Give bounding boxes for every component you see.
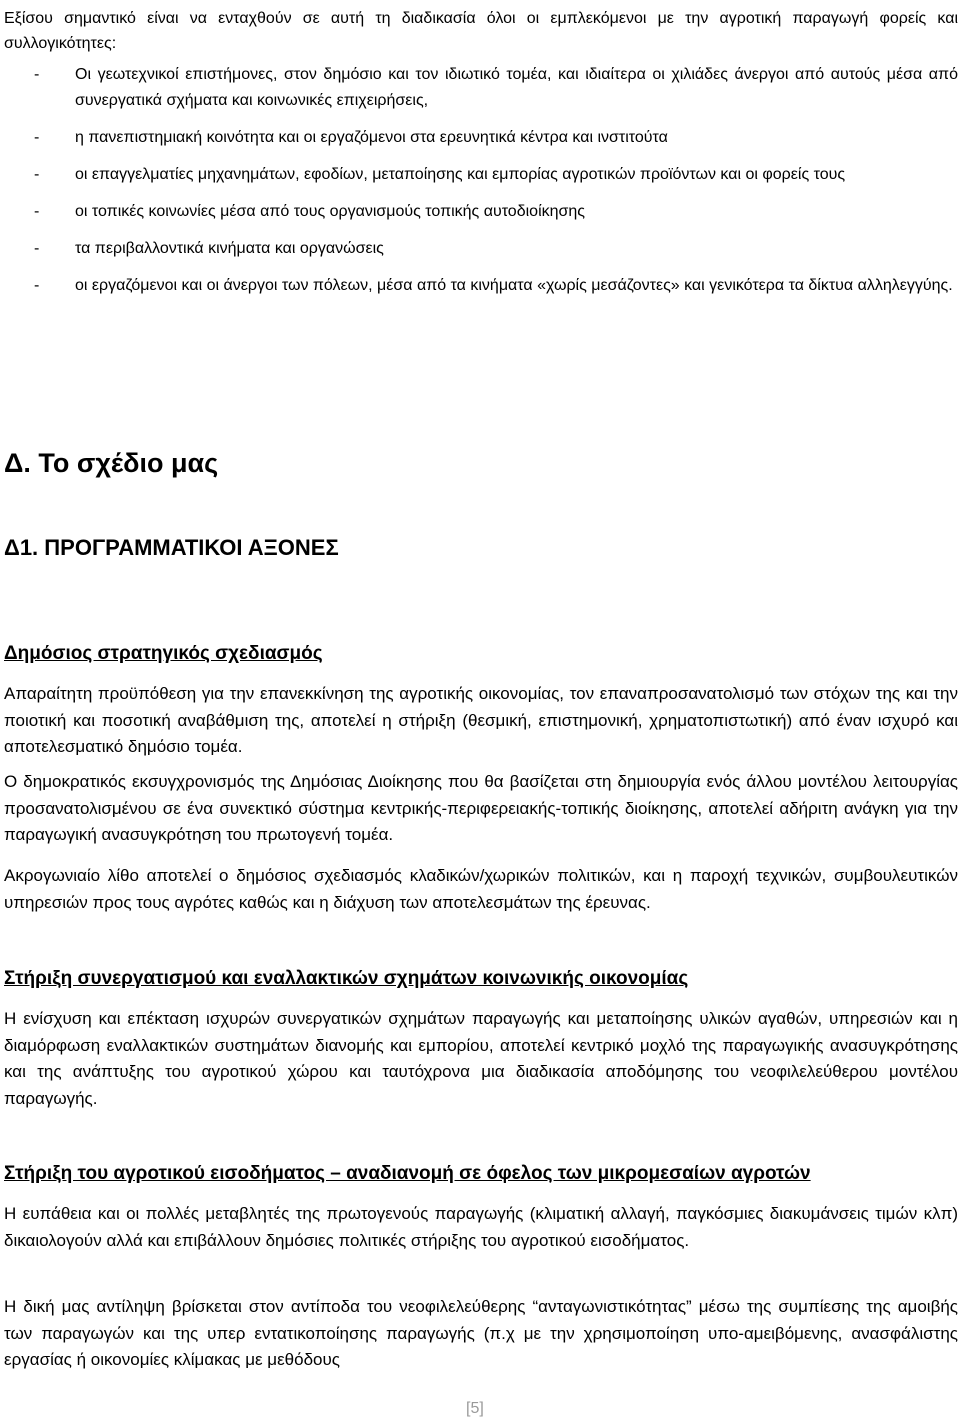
topic-heading-public-planning: Δημόσιος στρατηγικός σχεδιασμός (4, 643, 323, 664)
topic-heading-income: Στήριξη του αγροτικού εισοδήματος – αναδιανομή σε όφελος των μικρομεσαίων αγροτών (4, 1163, 811, 1184)
paragraph: Η ενίσχυση και επέκταση ισχυρών συνεργατικών σχημάτων παραγωγής και μεταποίησης υλικών αγαθών, υπηρεσιών και η διαμόρφωση εναλλακτικών συστημάτων διανομής και εμπορίου, αποτελεί κεντρικό μοχλό της παραγωγικής ανασυγκρότησης και της ανάπτυξης του αγροτικού χώρου και ταυτόχρονα μια διαδικασία αποδόμησης του νεοφιλελεύθερου μοντέλου παραγωγής. (4, 1009, 958, 1108)
subsection-heading: Δ1. ΠΡΟΓΡΑΜΜΑΤΙΚΟΙ ΑΞΟΝΕΣ (4, 535, 339, 560)
list-item (4, 273, 958, 299)
paragraph: Η ευπάθεια και οι πολλές μεταβλητές της πρωτογενούς παραγωγής (κλιματική αλλαγή, παγκόσμιες διακυμάνσεις τιμών κλπ) δικαιολογούν αλλά και επιβάλλουν δημόσιες πολιτικές στήριξης του αγροτικού εισοδήματος. (4, 1204, 958, 1250)
bullet-dash: - (34, 129, 40, 146)
list-item-text: τα περιβαλλοντικά κινήματα και οργανώσεις (75, 240, 384, 257)
bullet-dash: - (34, 203, 40, 220)
list-item (4, 162, 958, 188)
page-number: [5] (466, 1400, 484, 1417)
list-item (4, 125, 958, 151)
list-item (4, 236, 958, 262)
intro-paragraph: Εξίσου σημαντικό είναι να ενταχθούν σε αυτή τη διαδικασία όλοι οι εμπλεκόμενοι με την αγροτική παραγωγή φορείς και συλλογικότητες: (4, 10, 958, 52)
list-item-text: Οι γεωτεχνικοί επιστήμονες, στον δημόσιο και τον ιδιωτικό τομέα, και ιδιαίτερα οι χιλιάδες άνεργοι από αυτούς μέσα από συνεργατικά σχήματα και κοινωνικές επιχειρήσεις, (75, 66, 958, 109)
topic-heading-cooperatives: Στήριξη συνεργατισμού και εναλλακτικών σχημάτων κοινωνικής οικονομίας (4, 968, 689, 989)
stakeholder-list (4, 62, 958, 310)
paragraph: Ο δημοκρατικός εκσυγχρονισμός της Δημόσιας Διοίκησης που θα βασίζεται στη δημιουργία ενός άλλου μοντέλου λειτουργίας προσανατολισμένου σε ένα συνεκτικό σύστημα κεντρικής-περιφερειακής-τοπικής διοίκησης, αποτελεί αδήριτη ανάγκη για την παραγωγική ανασυγκρότηση του πρωτογενή τομέα. (4, 772, 958, 844)
list-item-text: οι εργαζόμενοι και οι άνεργοι των πόλεων, μέσα από τα κινήματα «χωρίς μεσάζοντες» και γενικότερα τα δίκτυα αλληλεγγύης. (75, 277, 953, 294)
list-item-text: οι επαγγελματίες μηχανημάτων, εφοδίων, μεταποίησης και εμπορίας αγροτικών προϊόντων και οι φορείς τους (75, 166, 846, 183)
paragraph: Η δική μας αντίληψη βρίσκεται στον αντίποδα του νεοφιλελεύθερης “ανταγωνιστικότητας” μέσω της συμπίεσης της αμοιβής των παραγωγών και της υπερ εντατικοποίησης παραγωγής (π.χ με την χρησιμοποίηση υπο-αμειβόμενης, ανασφάλιστης εργασίας ή οικονομίες κλίμακας με μεθόδους (4, 1297, 958, 1369)
paragraph: Ακρογωνιαίο λίθο αποτελεί ο δημόσιος σχεδιασμός κλαδικών/χωρικών πολιτικών, και η παροχή τεχνικών, συμβουλευτικών υπηρεσιών προς τους αγρότες καθώς και η διάχυση των αποτελεσμάτων της έρευνας. (4, 866, 958, 912)
list-item-text: οι τοπικές κοινωνίες μέσα από τους οργανισμούς τοπικής αυτοδιοίκησης (75, 203, 585, 220)
paragraph: Απαραίτητη προϋπόθεση για την επανεκκίνηση της αγροτικής οικονομίας, τον επαναπροσανατολισμό των στόχων της και την ποιοτική και ποσοτική αναβάθμιση της, αποτελεί η στήριξη (θεσμική, επιστημονική, χρηματοπιστωτική) από έναν ισχυρό και αποτελεσματικό δημόσιο τομέα. (4, 684, 958, 756)
bullet-dash: - (34, 277, 40, 294)
bullet-dash: - (34, 166, 40, 183)
list-item (4, 199, 958, 225)
list-item-text: η πανεπιστημιακή κοινότητα και οι εργαζόμενοι στα ερευνητικά κέντρα και ινστιτούτα (75, 129, 668, 146)
list-item (4, 62, 958, 114)
bullet-dash: - (34, 66, 40, 83)
section-heading: Δ. Το σχέδιο μας (4, 448, 219, 478)
bullet-dash: - (34, 240, 40, 257)
